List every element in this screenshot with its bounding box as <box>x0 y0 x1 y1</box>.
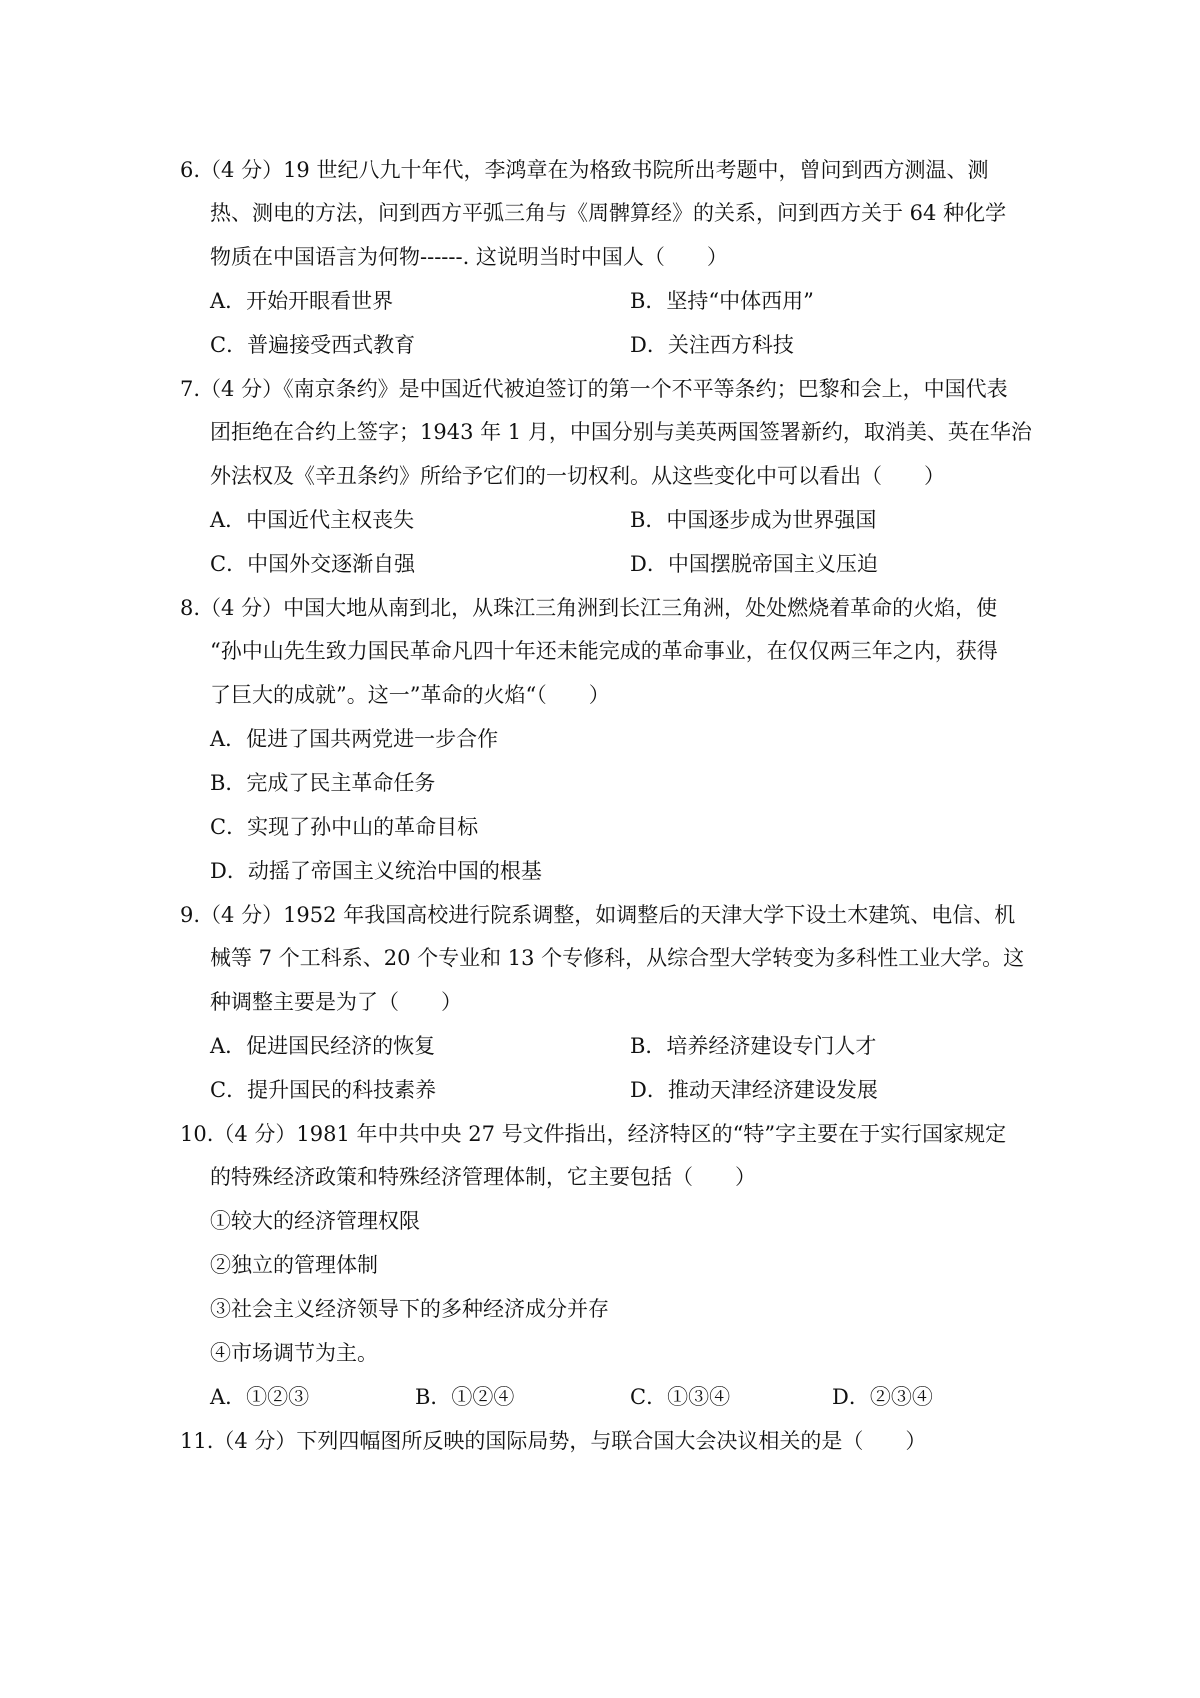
question-10-option-a[interactable]: A．①②③ <box>210 1385 310 1409</box>
question-8-line-3: 了巨大的成就”。这一”革命的火焰“（ ） <box>210 683 610 707</box>
question-10-item-1: ①较大的经济管理权限 <box>210 1209 420 1233</box>
question-10-item-3: ③社会主义经济领导下的多种经济成分并存 <box>210 1297 609 1321</box>
question-7-option-d[interactable]: D．中国摆脱帝国主义压迫 <box>630 552 878 576</box>
question-6-option-b[interactable]: B．坚持“中体西用” <box>630 289 814 313</box>
question-7-line-3: 外法权及《辛丑条约》所给予它们的一切权利。从这些变化中可以看出（ ） <box>210 464 945 488</box>
question-10-line-1: 10.（4 分）1981 年中共中央 27 号文件指出，经济特区的“特”字主要在于实行国家规定 <box>180 1122 1007 1146</box>
question-6-option-a[interactable]: A．开始开眼看世界 <box>210 289 394 313</box>
question-11-line-1: 11.（4 分）下列四幅图所反映的国际局势，与联合国大会决议相关的是（ ） <box>180 1429 927 1453</box>
question-6-line-2: 热、测电的方法，问到西方平弧三角与《周髀算经》的关系，问到西方关于 64 种化学 <box>210 201 1007 225</box>
question-6-line-1: 6.（4 分）19 世纪八九十年代，李鸿章在为格致书院所出考题中，曾问到西方测温、测 <box>180 158 989 182</box>
question-8-line-2: “孙中山先生致力国民革命凡四十年还未能完成的革命事业，在仅仅两三年之内，获得 <box>210 639 998 663</box>
question-6-line-3: 物质在中国语言为何物------. 这说明当时中国人（ ） <box>210 245 728 269</box>
question-6-option-c[interactable]: C．普遍接受西式教育 <box>210 333 416 357</box>
question-10-option-c[interactable]: C．①③④ <box>630 1385 731 1409</box>
question-10-item-4: ④市场调节为主。 <box>210 1341 378 1365</box>
question-8-option-b[interactable]: B．完成了民主革命任务 <box>210 771 436 795</box>
question-9-line-2: 械等 7 个工科系、20 个专业和 13 个专修科，从综合型大学转变为多科性工业大学。这 <box>210 946 1025 970</box>
question-9-option-a[interactable]: A．促进国民经济的恢复 <box>210 1034 436 1058</box>
question-8-option-d[interactable]: D．动摇了帝国主义统治中国的根基 <box>210 859 542 883</box>
question-6-option-d[interactable]: D．关注西方科技 <box>630 333 794 357</box>
question-9-option-b[interactable]: B．培养经济建设专门人才 <box>630 1034 877 1058</box>
question-7-option-a[interactable]: A．中国近代主权丧失 <box>210 508 415 532</box>
question-7-line-1: 7.（4 分）《南京条约》是中国近代被迫签订的第一个不平等条约；巴黎和会上，中国代表 <box>180 377 1008 401</box>
question-9-option-d[interactable]: D．推动天津经济建设发展 <box>630 1078 878 1102</box>
question-10-option-d[interactable]: D．②③④ <box>832 1385 933 1409</box>
question-10-line-2: 的特殊经济政策和特殊经济管理体制，它主要包括（ ） <box>210 1165 756 1189</box>
question-8-line-1: 8.（4 分）中国大地从南到北，从珠江三角洲到长江三角洲，处处燃烧着革命的火焰，使 <box>180 596 998 620</box>
question-7-line-2: 团拒绝在合约上签字；1943 年 1 月，中国分别与美英两国签署新约，取消美、英在华治 <box>210 420 1032 444</box>
question-10-option-b[interactable]: B．①②④ <box>415 1385 515 1409</box>
question-10-item-2: ②独立的管理体制 <box>210 1253 378 1277</box>
question-7-option-c[interactable]: C．中国外交逐渐自强 <box>210 552 416 576</box>
question-7-option-b[interactable]: B．中国逐步成为世界强国 <box>630 508 877 532</box>
question-9-option-c[interactable]: C．提升国民的科技素养 <box>210 1078 437 1102</box>
question-8-option-a[interactable]: A．促进了国共两党进一步合作 <box>210 727 499 751</box>
question-9-line-3: 种调整主要是为了（ ） <box>210 990 462 1014</box>
question-8-option-c[interactable]: C．实现了孙中山的革命目标 <box>210 815 479 839</box>
question-9-line-1: 9.（4 分）1952 年我国高校进行院系调整，如调整后的天津大学下设土木建筑、电信、机 <box>180 903 1016 927</box>
